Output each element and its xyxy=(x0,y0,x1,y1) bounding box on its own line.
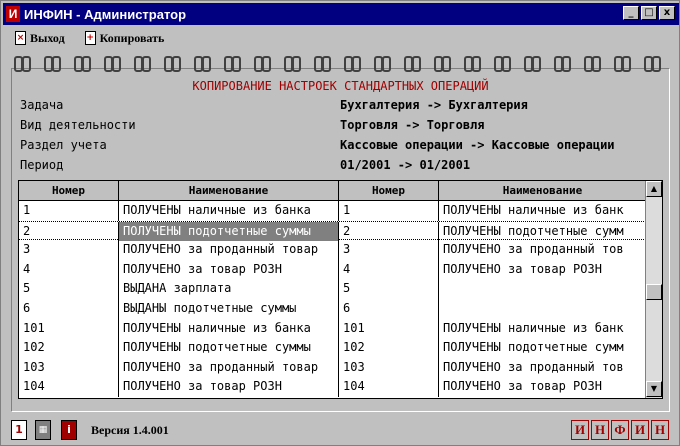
notebook-ring xyxy=(133,56,151,74)
cell-src-name: ПОЛУЧЕНЫ наличные из банка xyxy=(119,319,339,339)
notebook-ring xyxy=(613,56,631,74)
notebook-ring xyxy=(583,56,601,74)
task-value: Бухгалтерия -> Бухгалтерия xyxy=(340,98,528,112)
window-title: ИНФИН - Администратор xyxy=(24,6,187,22)
operations-grid[interactable] xyxy=(18,180,663,399)
cell-dst-number: 6 xyxy=(339,299,439,319)
cell-dst-name xyxy=(439,299,646,319)
task-label: Задача xyxy=(20,98,64,112)
period-value: 01/2001 -> 01/2001 xyxy=(340,158,471,172)
header-dst-name[interactable]: Наименование xyxy=(502,184,583,197)
app-logo-icon: И xyxy=(6,6,20,22)
section-value: Кассовые операции -> Кассовые операции xyxy=(340,138,615,152)
brand-logo xyxy=(571,420,669,440)
table-row[interactable] xyxy=(19,338,646,358)
table-row[interactable] xyxy=(19,299,646,319)
cell-src-number: 104 xyxy=(19,377,119,397)
cell-src-name: ВЫДАНА зарплата xyxy=(119,279,339,299)
table-row[interactable] xyxy=(19,319,646,339)
cell-dst-number: 102 xyxy=(339,338,439,358)
period-label: Период xyxy=(20,158,64,172)
grid-body xyxy=(19,201,646,398)
cell-src-number: 5 xyxy=(19,279,119,299)
cell-dst-number: 2 xyxy=(339,222,439,242)
cell-dst-number: 4 xyxy=(339,260,439,280)
notebook-ring xyxy=(373,56,391,74)
cell-dst-number: 5 xyxy=(339,279,439,299)
calculator-icon[interactable]: ▦ xyxy=(35,420,51,440)
notebook-rings xyxy=(13,56,669,74)
section-label: Раздел учета xyxy=(20,138,107,152)
vertical-scrollbar[interactable] xyxy=(645,181,662,398)
cell-src-name: ПОЛУЧЕНО за проданный товар xyxy=(119,358,339,378)
cell-dst-number: 101 xyxy=(339,319,439,339)
notebook-ring xyxy=(103,56,121,74)
notebook-ring xyxy=(493,56,511,74)
table-row[interactable] xyxy=(19,201,646,221)
calendar-icon[interactable]: 1 xyxy=(11,420,27,440)
notebook-ring xyxy=(163,56,181,74)
cell-src-number: 4 xyxy=(19,260,119,280)
cell-dst-number: 3 xyxy=(339,240,439,260)
header-src-number[interactable]: Номер xyxy=(19,181,119,200)
notebook-ring xyxy=(73,56,91,74)
cell-src-number: 101 xyxy=(19,319,119,339)
cell-dst-name: ПОЛУЧЕНЫ подотчетные сумм xyxy=(443,340,624,355)
cell-src-name: ПОЛУЧЕНЫ подотчетные суммы xyxy=(119,338,339,358)
cell-dst-name: ПОЛУЧЕНО за товар РОЗН xyxy=(443,379,602,394)
cell-src-name: ВЫДАНЫ подотчетные суммы xyxy=(119,299,339,319)
notebook-ring xyxy=(523,56,541,74)
table-row[interactable] xyxy=(19,240,646,260)
page-title: КОПИРОВАНИЕ НАСТРОЕК СТАНДАРТНЫХ ОПЕРАЦИЙ xyxy=(192,79,489,93)
copy-icon: + xyxy=(86,33,94,43)
notebook-ring xyxy=(313,56,331,74)
cell-src-number: 1 xyxy=(19,201,119,221)
cell-dst-number: 104 xyxy=(339,377,439,397)
header-src-name[interactable]: Наименование xyxy=(119,181,339,200)
cell-dst-name: ПОЛУЧЕНО за проданный тов xyxy=(443,242,624,257)
title-bar[interactable] xyxy=(3,3,679,25)
status-bar xyxy=(9,420,673,442)
cell-dst-name xyxy=(439,279,646,299)
cell-src-number: 103 xyxy=(19,358,119,378)
notebook-ring xyxy=(13,56,31,74)
window-controls xyxy=(623,6,675,20)
notebook-ring xyxy=(343,56,361,74)
cell-src-name: ПОЛУЧЕНЫ наличные из банка xyxy=(119,201,339,221)
cell-dst-name: ПОЛУЧЕНО за проданный тов xyxy=(443,359,624,374)
version-text: Версия 1.4.001 xyxy=(91,423,169,437)
cell-dst-name: ПОЛУЧЕНЫ наличные из банк xyxy=(443,320,624,335)
cell-src-number: 6 xyxy=(19,299,119,319)
brand-letter: Ф xyxy=(611,420,629,440)
notebook-ring xyxy=(403,56,421,74)
cell-src-number: 102 xyxy=(19,338,119,358)
toolbar xyxy=(15,29,164,47)
brand-letter: Н xyxy=(651,420,669,440)
cell-dst-name: ПОЛУЧЕНЫ наличные из банк xyxy=(443,203,624,217)
table-row[interactable] xyxy=(19,377,646,397)
header-dst-number[interactable]: Номер xyxy=(339,181,439,200)
scroll-up-button[interactable]: ▲ xyxy=(646,181,662,197)
cell-dst-number: 1 xyxy=(339,201,439,221)
info-icon[interactable]: i xyxy=(61,420,77,440)
table-row[interactable] xyxy=(19,279,646,299)
cell-src-number: 2 xyxy=(19,222,119,242)
activity-value: Торговля -> Торговля xyxy=(340,118,485,132)
notebook-ring xyxy=(433,56,451,74)
close-button[interactable]: x xyxy=(659,6,675,20)
scroll-down-button[interactable]: ▼ xyxy=(646,381,662,397)
cell-src-name: ПОЛУЧЕНО за товар РОЗН xyxy=(119,377,339,397)
maximize-button[interactable]: □ xyxy=(641,6,657,20)
grid-header xyxy=(19,181,646,201)
notebook-ring xyxy=(223,56,241,74)
cell-dst-name: ПОЛУЧЕНО за товар РОЗН xyxy=(443,261,602,276)
activity-label: Вид деятельности xyxy=(20,118,136,132)
notebook-ring xyxy=(253,56,271,74)
notebook-ring xyxy=(43,56,61,74)
scroll-thumb[interactable] xyxy=(646,284,662,300)
cell-src-name: ПОЛУЧЕНЫ подотчетные суммы xyxy=(119,222,339,242)
table-row[interactable] xyxy=(19,221,646,241)
minimize-button[interactable]: _ xyxy=(623,6,639,20)
table-row[interactable] xyxy=(19,260,646,280)
notebook-ring xyxy=(553,56,571,74)
notebook-ring xyxy=(643,56,661,74)
exit-icon: × xyxy=(16,33,25,43)
cell-src-number: 3 xyxy=(19,240,119,260)
brand-letter: Н xyxy=(591,420,609,440)
notebook-ring xyxy=(283,56,301,74)
notebook-ring xyxy=(193,56,211,74)
brand-letter: И xyxy=(571,420,589,440)
cell-src-name: ПОЛУЧЕНО за товар РОЗН xyxy=(119,260,339,280)
cell-dst-number: 103 xyxy=(339,358,439,378)
copy-button[interactable] xyxy=(85,29,165,47)
exit-button[interactable] xyxy=(15,29,65,47)
notebook-ring xyxy=(463,56,481,74)
cell-src-name: ПОЛУЧЕНО за проданный товар xyxy=(119,240,339,260)
table-row[interactable] xyxy=(19,358,646,378)
exit-button-label: Выход xyxy=(30,30,65,45)
cell-dst-name: ПОЛУЧЕНЫ подотчетные сумм xyxy=(443,223,624,238)
copy-button-label: Копировать xyxy=(99,30,165,45)
brand-letter: И xyxy=(631,420,649,440)
